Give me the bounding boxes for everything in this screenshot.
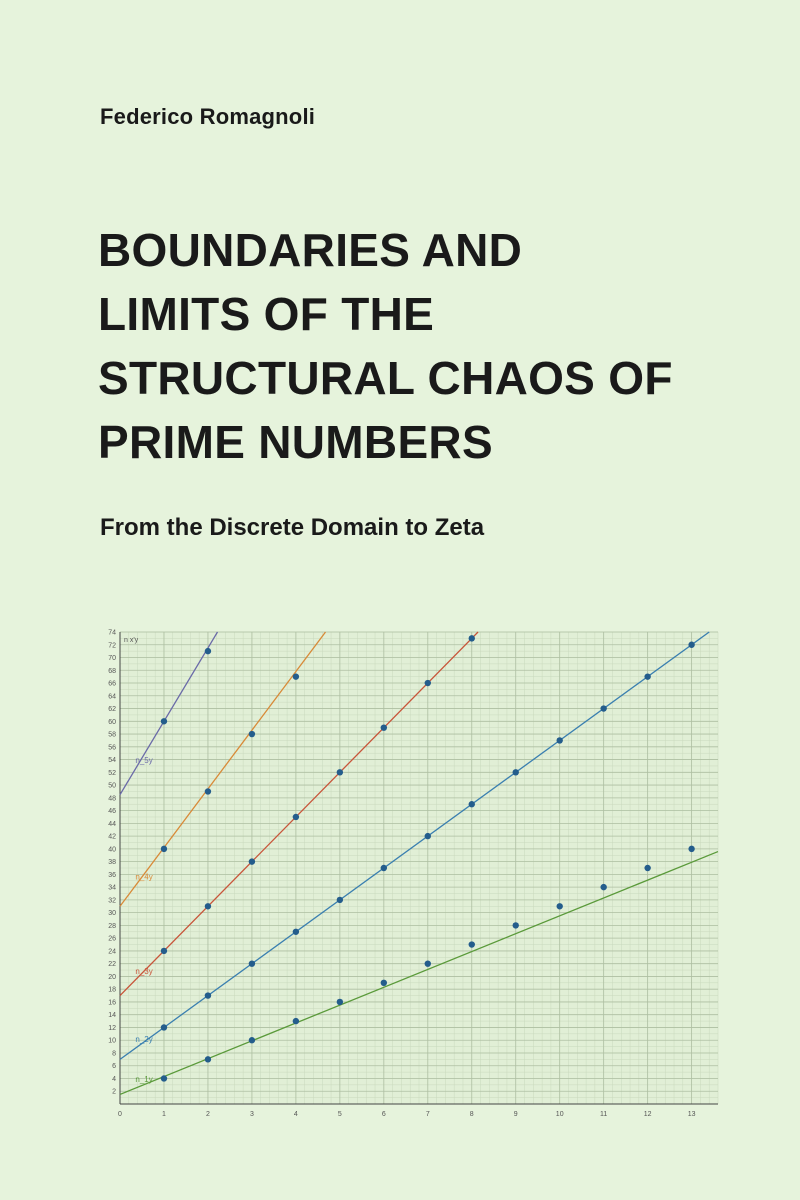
x-tick-label: 7 bbox=[425, 1111, 430, 1118]
data-point bbox=[205, 648, 211, 654]
data-point bbox=[161, 948, 167, 954]
y-tick-label: 52 bbox=[108, 769, 116, 777]
data-point bbox=[600, 884, 606, 890]
data-point bbox=[205, 1056, 211, 1062]
y-tick-label: 34 bbox=[108, 884, 116, 892]
y-tick-label: 68 bbox=[108, 667, 116, 675]
data-point bbox=[249, 731, 255, 737]
y-tick-label: 18 bbox=[108, 986, 116, 994]
y-tick-label: 56 bbox=[108, 744, 116, 752]
y-tick-label: 28 bbox=[108, 922, 116, 930]
data-point bbox=[249, 960, 255, 966]
data-point bbox=[469, 801, 475, 807]
data-point bbox=[249, 1037, 255, 1043]
data-point bbox=[600, 705, 606, 711]
x-tick-label: 8 bbox=[469, 1111, 474, 1118]
data-point bbox=[293, 673, 299, 679]
y-tick-label: 62 bbox=[108, 706, 116, 714]
x-tick-label: 5 bbox=[337, 1111, 342, 1118]
data-point bbox=[644, 673, 650, 679]
data-point bbox=[469, 941, 475, 947]
y-tick-label: 42 bbox=[108, 833, 116, 841]
data-point bbox=[425, 833, 431, 839]
data-point bbox=[644, 865, 650, 871]
data-point bbox=[205, 903, 211, 909]
data-point bbox=[249, 858, 255, 864]
data-point bbox=[205, 992, 211, 998]
data-point bbox=[337, 897, 343, 903]
data-point bbox=[469, 635, 475, 641]
title-line: PRIME NUMBERS bbox=[98, 416, 493, 468]
data-point bbox=[293, 814, 299, 820]
y-tick-label: 74 bbox=[108, 629, 116, 637]
y-tick-label: 32 bbox=[108, 897, 116, 905]
data-point bbox=[688, 642, 694, 648]
data-point bbox=[381, 980, 387, 986]
x-tick-label: 12 bbox=[643, 1111, 652, 1118]
y-tick-label: 22 bbox=[108, 961, 116, 969]
data-point bbox=[381, 724, 387, 730]
y-tick-label: 14 bbox=[108, 1012, 116, 1020]
x-tick-label: 3 bbox=[249, 1111, 254, 1118]
data-point bbox=[161, 1024, 167, 1030]
y-tick-label: 66 bbox=[108, 680, 116, 688]
data-point bbox=[425, 960, 431, 966]
data-point bbox=[161, 1075, 167, 1081]
x-tick-label: 10 bbox=[555, 1111, 564, 1118]
data-point bbox=[205, 788, 211, 794]
x-tick-label: 13 bbox=[687, 1111, 696, 1118]
y-tick-label: 2 bbox=[112, 1088, 116, 1096]
y-tick-label: 20 bbox=[108, 973, 116, 981]
data-point bbox=[513, 769, 519, 775]
y-tick-label: 50 bbox=[108, 782, 116, 790]
y-tick-label: 4 bbox=[112, 1075, 116, 1083]
y-tick-label: 12 bbox=[108, 1024, 116, 1032]
data-point bbox=[425, 680, 431, 686]
data-point bbox=[337, 999, 343, 1005]
author-name: Federico Romagnoli bbox=[100, 104, 316, 129]
y-tick-label: 8 bbox=[112, 1050, 116, 1058]
y-tick-label: 48 bbox=[108, 795, 116, 803]
x-tick-label: 9 bbox=[513, 1111, 518, 1118]
y-tick-label: 38 bbox=[108, 859, 116, 867]
title-line: BOUNDARIES AND bbox=[98, 224, 523, 276]
x-tick-label: 4 bbox=[293, 1111, 298, 1118]
data-point bbox=[337, 769, 343, 775]
series-label: n_2y bbox=[135, 1035, 153, 1045]
data-point bbox=[293, 929, 299, 935]
data-point bbox=[513, 922, 519, 928]
x-tick-label: 11 bbox=[600, 1111, 608, 1118]
y-tick-label: 30 bbox=[108, 910, 116, 918]
y-tick-label: 36 bbox=[108, 871, 116, 879]
data-point bbox=[688, 846, 694, 852]
x-tick-label: 0 bbox=[118, 1111, 122, 1118]
series-label: n_4y bbox=[135, 872, 153, 882]
y-tick-label: 46 bbox=[108, 808, 116, 816]
y-tick-label: 40 bbox=[108, 846, 116, 854]
book-subtitle: From the Discrete Domain to Zeta bbox=[100, 514, 485, 541]
title-line: STRUCTURAL CHAOS OF bbox=[98, 352, 673, 404]
y-tick-label: 72 bbox=[108, 642, 116, 650]
data-point bbox=[557, 737, 563, 743]
series-label: n_3y bbox=[135, 966, 153, 976]
chart-svg bbox=[96, 624, 724, 1120]
y-tick-label: 10 bbox=[108, 1037, 116, 1045]
series-label: n_1y bbox=[135, 1075, 153, 1085]
x-tick-label: 1 bbox=[162, 1111, 166, 1118]
y-tick-label: 26 bbox=[108, 935, 116, 943]
y-tick-label: 58 bbox=[108, 731, 116, 739]
data-point bbox=[161, 718, 167, 724]
y-tick-label: 6 bbox=[112, 1063, 116, 1071]
y-tick-label: 64 bbox=[108, 693, 116, 701]
y-tick-label: 24 bbox=[108, 948, 116, 956]
y-tick-label: 16 bbox=[108, 999, 116, 1007]
y-tick-label: 54 bbox=[108, 757, 116, 765]
cover-chart bbox=[96, 624, 724, 1120]
data-point bbox=[293, 1018, 299, 1024]
y-axis-label: n x'y bbox=[124, 637, 139, 644]
y-tick-label: 70 bbox=[108, 655, 116, 663]
data-point bbox=[381, 865, 387, 871]
x-tick-label: 2 bbox=[205, 1111, 210, 1118]
data-point bbox=[557, 903, 563, 909]
book-title bbox=[98, 218, 778, 474]
data-point bbox=[161, 846, 167, 852]
y-tick-label: 60 bbox=[108, 718, 116, 726]
title-line: LIMITS OF THE bbox=[98, 288, 435, 340]
series-label: n_5y bbox=[135, 755, 153, 765]
y-tick-label: 44 bbox=[108, 820, 116, 828]
x-tick-label: 6 bbox=[381, 1111, 386, 1118]
